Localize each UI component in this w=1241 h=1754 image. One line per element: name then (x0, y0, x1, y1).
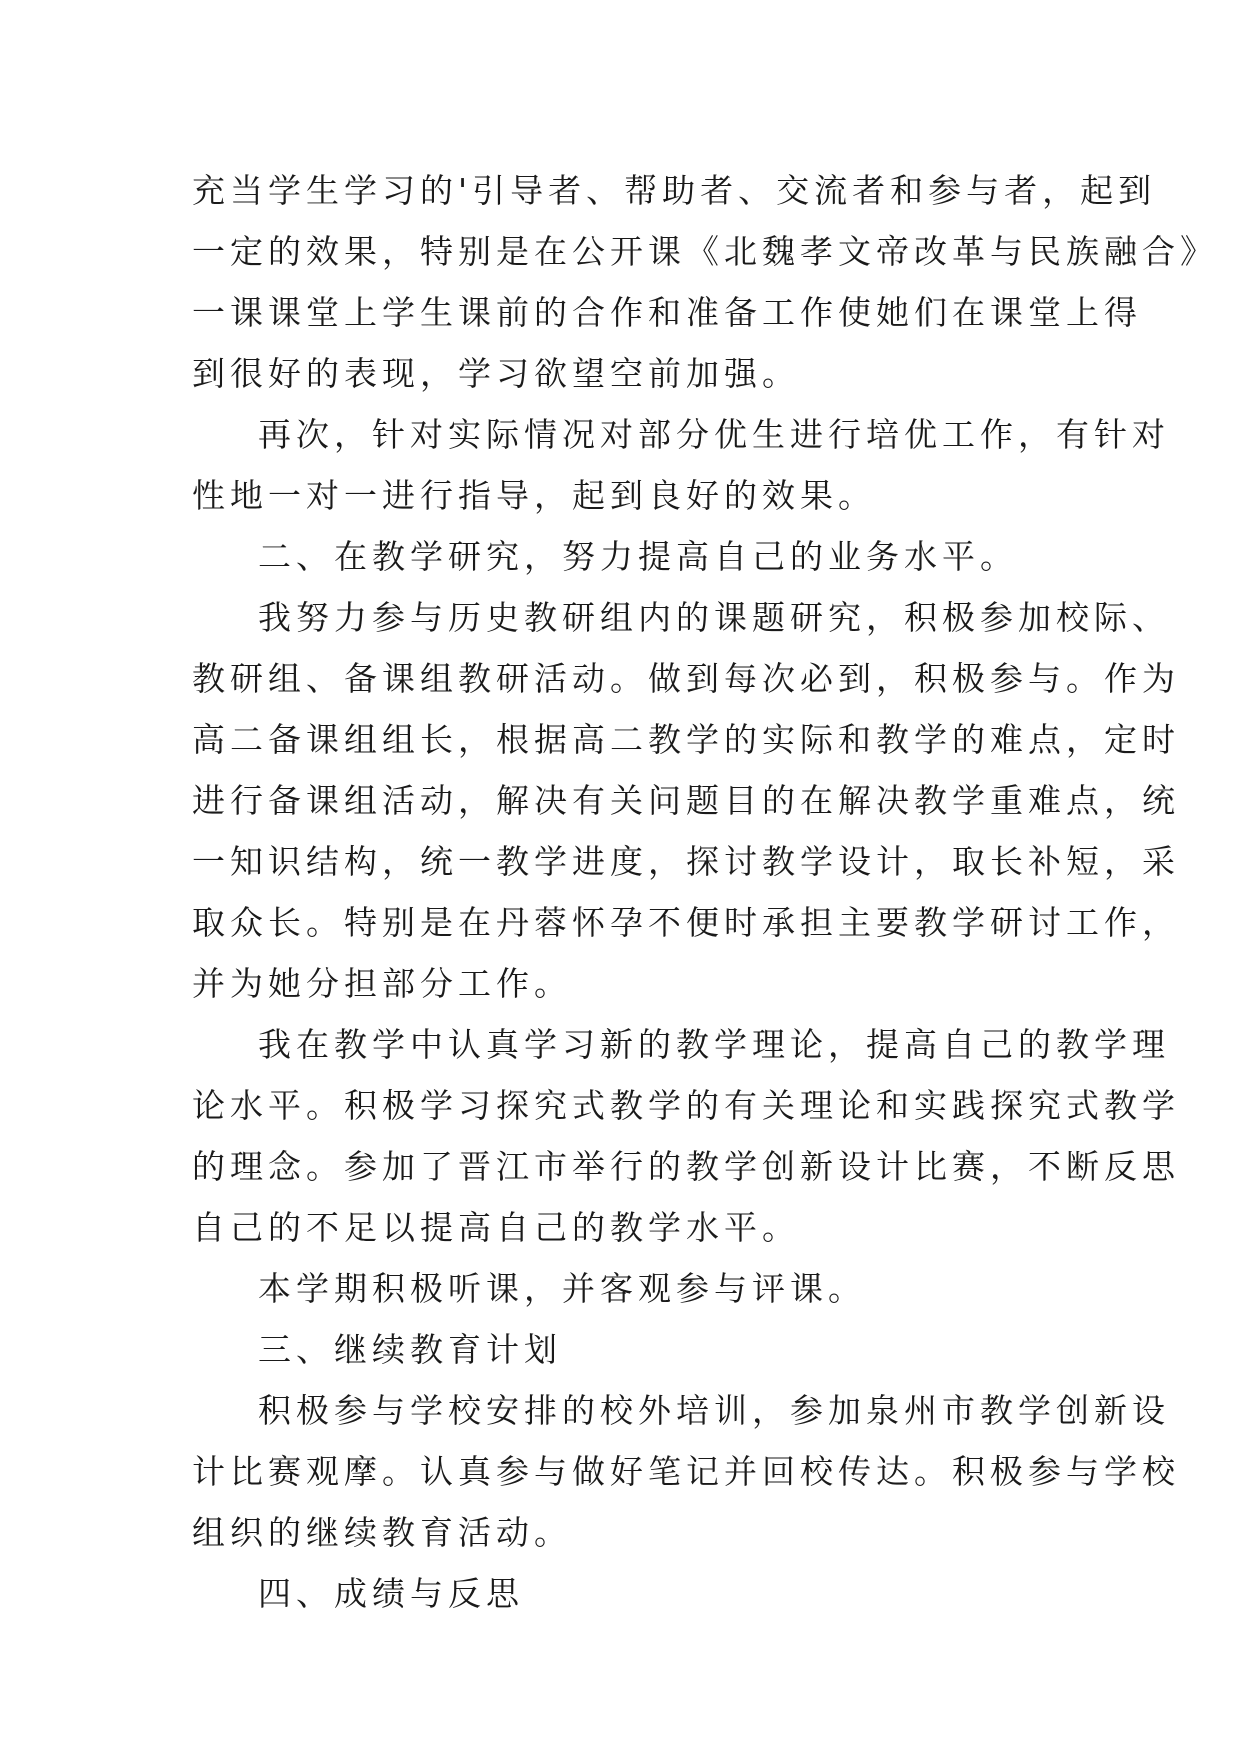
text-line: 一定的效果，特别是在公开课《北魏孝文帝改革与民族融合》 (192, 232, 1218, 271)
text-line: 组织的继续教育活动。 (192, 1513, 572, 1552)
text-line: 高二备课组组长，根据高二教学的实际和教学的难点，定时 (192, 720, 1180, 759)
section-heading: 三、继续教育计划 (258, 1330, 562, 1369)
text-line: 充当学生学习的'引导者、帮助者、交流者和参与者，起到 (192, 171, 1157, 210)
text-line: 取众长。特别是在丹蓉怀孕不便时承担主要教学研讨工作， (192, 903, 1180, 942)
text-line: 我在教学中认真学习新的教学理论，提高自己的教学理 (258, 1025, 1170, 1064)
text-line: 并为她分担部分工作。 (192, 964, 572, 1003)
text-line: 一知识结构，统一教学进度，探讨教学设计，取长补短，采 (192, 842, 1180, 881)
text-line: 的理念。参加了晋江市举行的教学创新设计比赛，不断反思 (192, 1147, 1180, 1186)
text-line: 计比赛观摩。认真参与做好笔记并回校传达。积极参与学校 (192, 1452, 1180, 1491)
text-line: 到很好的表现，学习欲望空前加强。 (192, 354, 800, 393)
text-line: 再次，针对实际情况对部分优生进行培优工作，有针对 (258, 415, 1170, 454)
text-line: 一课课堂上学生课前的合作和准备工作使她们在课堂上得 (192, 293, 1142, 332)
text-line: 积极参与学校安排的校外培训，参加泉州市教学创新设 (258, 1391, 1170, 1430)
text-line: 性地一对一进行指导，起到良好的效果。 (192, 476, 876, 515)
document-body (192, 160, 1218, 1624)
text-line: 进行备课组活动，解决有关问题目的在解决教学重难点，统 (192, 781, 1180, 820)
text-line: 教研组、备课组教研活动。做到每次必到，积极参与。作为 (192, 659, 1180, 698)
text-line: 本学期积极听课，并客观参与评课。 (258, 1269, 866, 1308)
section-heading: 四、成绩与反思 (258, 1574, 524, 1613)
text-line: 自己的不足以提高自己的教学水平。 (192, 1208, 800, 1247)
text-line: 论水平。积极学习探究式教学的有关理论和实践探究式教学 (192, 1086, 1180, 1125)
text-line: 我努力参与历史教研组内的课题研究，积极参加校际、 (258, 598, 1170, 637)
section-heading: 二、在教学研究，努力提高自己的业务水平。 (258, 537, 1018, 576)
